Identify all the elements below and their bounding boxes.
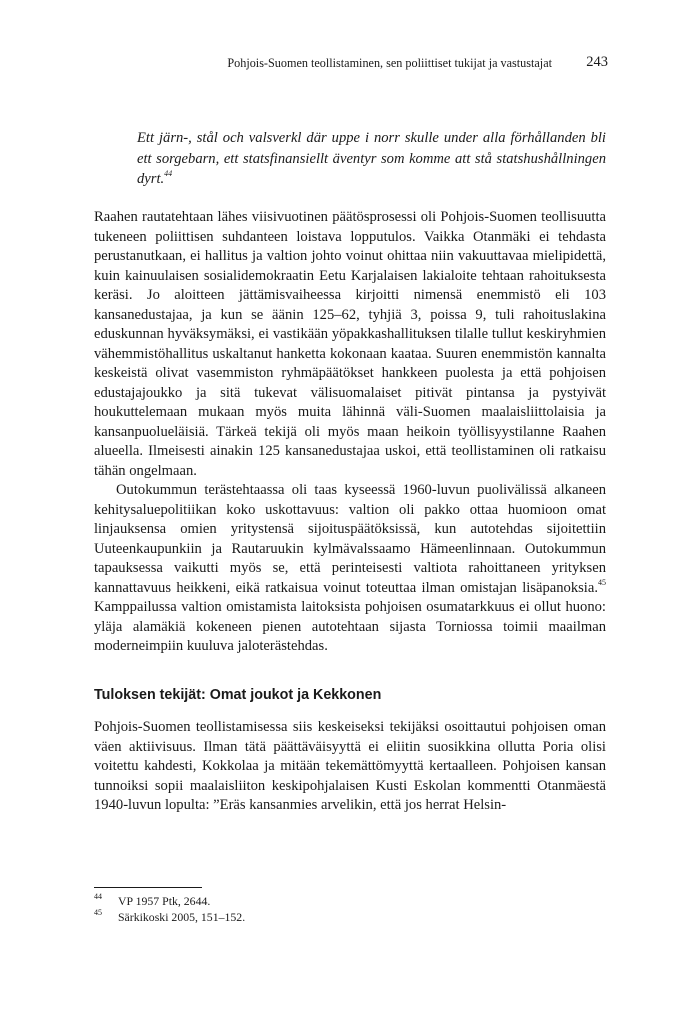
footnote-text: Särkikoski 2005, 151–152. [118, 910, 246, 924]
footnote-45 [94, 909, 606, 925]
paragraph-1: Raahen rautatehtaan lähes viisivuotinen päätösprosessi oli Pohjois-Suomen teollisuutta tukeneen poliittisen suhdanteen loistava lopputulos. Vaikka Otanmäki ei tehdasta perustanutkaan, ei hallitus ja valtion johto voinut ohittaa niin vakuuttavaa mielipidettä, kuin kainuulaisen sosialidemokraatin Eetu Karjalaisen lakialoite tehtaan rahoituksesta keräsi. Jo aloitteen jättämisvaiheessa kirjoitti nimensä enemmistö eli 103 kansanedustajaa, ja kun se äänin 125–62, tyhjiä 3, poissa 9, tuli rahoituslakina eduskunnan hyväksymäksi, ei vastikään yöpakkashallituksen tilalle tullut keskiryhmien vähemmistöhallitus uskaltanut hanketta kokonaan kaataa. Suuren enemmistön kannalta keskeistä olivat vasemmiston ryhmäpäätökset hankkeen puolesta ja että pohjoisen edustajajoukko ja sitä tukevat välisuomalaiset pitivät pintansa ja pystyivät houkuttelemaan mukaan myös muita lähinnä väli-Suomen maalaisliittolaisia ja kansanpuolueläisiä. Tärkeä tekijä oli myös maan heikoin työllisyystilanne Raahen alueella. Ilmeisesti ainakin 125 kansanedustajaa uskoi, että teollistaminen oli ratkaisu tähän ongelmaan. [94, 209, 606, 479]
footnote-44 [94, 893, 606, 909]
block-quote [137, 128, 606, 190]
section-body-text [94, 718, 606, 816]
footnote-number: 44 [94, 892, 102, 901]
body-text [94, 208, 606, 657]
paragraph-2-text-b: Kamppailussa valtion omistamista laitoksista pohjoisen osumatarkkuus ei ollut huono: yläja alamäkiä kokeneen pienen autotehtaan sijasta Torniossa toimii maailman moderneimpiin kuuluva jaloterästehdas. [94, 599, 606, 654]
footnote-text: VP 1957 Ptk, 2644. [118, 894, 211, 908]
section-heading: Tuloksen tekijät: Omat joukot ja Kekkonen [94, 687, 382, 703]
footnote-divider [94, 887, 202, 888]
section-paragraph-1: Pohjois-Suomen teollistamisessa siis keskeiseksi tekijäksi osoittautui pohjoisen oman väen aktiivisuus. Ilman tätä päättäväisyyttä ei eliitin suosikkina ollutta Poria olisi voitettu kahdesti, Kokkolaa ja mitään tekemättömyyttä kertaalleen. Pohjoisen kansan tunnoiksi sopii maalaisliiton keskipohjalaisen Kusti Eskolan kommentti Otanmäestä 1940-luvun lopulta: ”Eräs kansanmies arvelikin, että jos herrat Helsin- [94, 719, 606, 813]
running-header [94, 55, 608, 75]
footnote-ref-44[interactable]: 44 [164, 169, 173, 179]
paragraph-2 [94, 481, 606, 657]
footnotes [94, 893, 606, 925]
footnote-number: 45 [94, 908, 102, 917]
page-number: 243 [586, 54, 608, 70]
footnote-ref-45[interactable]: 45 [598, 577, 606, 587]
running-title: Pohjois-Suomen teollistaminen, sen poliittiset tukijat ja vastustajat [227, 56, 552, 70]
paragraph-2-text-a: Outokummun terästehtaassa oli taas kyseessä 1960-luvun puolivälissä alkaneen kehitysaluepolitiikan koko uskottavuus: valtion oli pakko ottaa huomioon omat linjauksensa omien yritystensä sijoituspäätöksissä, kun autotehdas sijoitettiin Uuteenkaupunkiin ja Rautaruukin kylmävalssaamo Hämeenlinnaan. Outokummun tapauksessa vaikutti myös se, että perinteisesti valtiota rahoittaneen yrityksen kannattavuus heikkeni, eikä ratkaisua voinut toteuttaa ilman omistajan lisäpanoksia. [94, 482, 606, 596]
quote-text: Ett järn-, stål och valsverkl där uppe i norr skulle under alla förhållanden bli ett sorgebarn, ett statsfinansiellt äventyr som komme att stå statshushållningen dyrt. [137, 130, 606, 187]
